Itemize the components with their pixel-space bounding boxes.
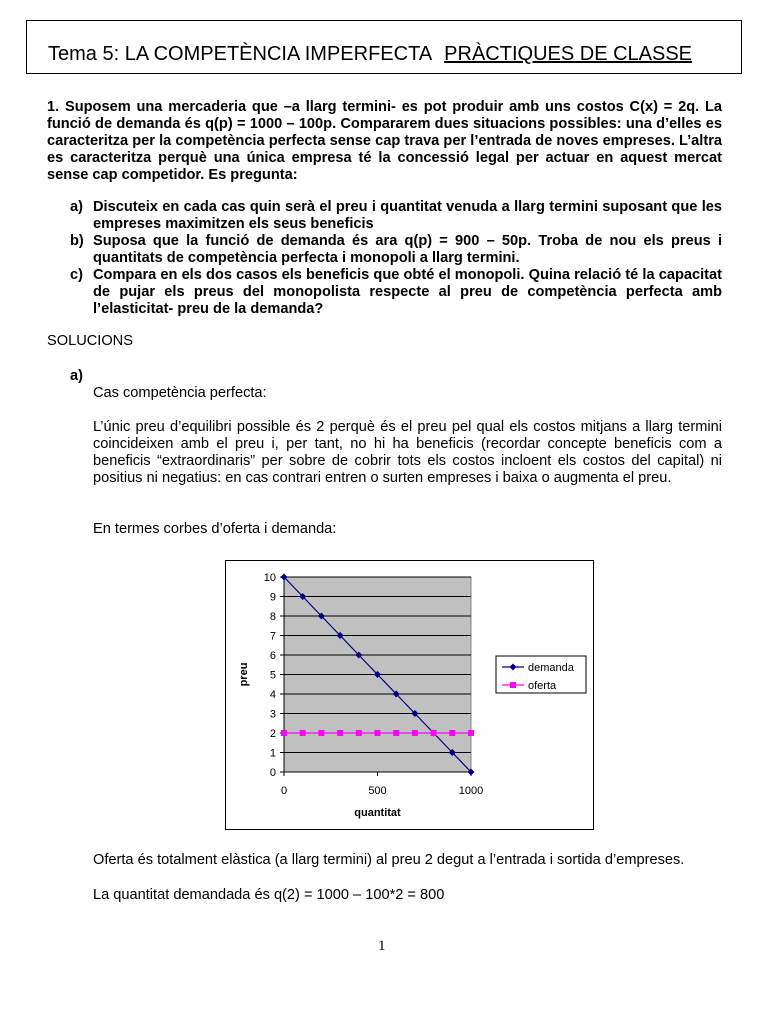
question-c — [70, 267, 722, 318]
y-tick-label: 10 — [263, 572, 276, 584]
data-point-oferta — [375, 730, 381, 736]
solution-a-label: a) — [70, 368, 83, 384]
legend-label-demanda: demanda — [528, 662, 574, 674]
y-tick-label: 2 — [269, 728, 276, 740]
item-text: Compara en els dos casos els beneficis que obté el monopoli. Quina relació té la capacitat de pujar els preus del monopolista respecte al preu de competència perfecta amb l’elasticitat- preu de la demanda? — [93, 267, 722, 317]
question-b — [70, 233, 722, 267]
x-tick-label: 500 — [368, 785, 387, 797]
x-tick-label: 1000 — [458, 785, 484, 797]
legend-label-oferta: oferta — [528, 680, 557, 692]
paragraph-curves: En termes corbes d’oferta i demanda: — [93, 521, 337, 537]
item-text: Suposa que la funció de demanda és ara q(p) = 900 – 50p. Troba de nou els preus i quantitats de competència perfecta i monopoli a llarg termini. — [93, 233, 722, 266]
item-label: a) — [70, 199, 83, 215]
x-tick-label: 0 — [280, 785, 288, 797]
legend-marker-oferta — [510, 682, 516, 688]
y-tick-label: 5 — [269, 669, 276, 682]
data-point-oferta — [281, 730, 287, 736]
title-text: Tema 5: LA COMPETÈNCIA IMPERFECTA — [48, 43, 433, 65]
item-label: b) — [70, 233, 84, 249]
page-title — [48, 43, 692, 66]
y-tick-label: 7 — [269, 630, 276, 643]
data-point-oferta — [337, 730, 343, 736]
supply-demand-chart — [226, 561, 593, 829]
y-tick-label: 3 — [269, 708, 276, 721]
x-axis-label: quantitat — [354, 807, 401, 819]
y-tick-label: 4 — [269, 689, 276, 701]
item-label: c) — [70, 267, 83, 283]
problem-statement: 1. Suposem una mercaderia que –a llarg termini- es pot produir amb uns costos C(x) = 2q. La funció de demanda és q(p) = 1000 – 100p. Compararem dues situacions possibles: una d’elles es caracteritza per la competència perfecta sense cap trava per l’entrada de noves empreses. L’altra es caracteritza perquè una única empresa té la concessió legal per actuar en aquest mercat sense cap competidor. Es pregunta: — [47, 99, 722, 183]
chart-frame — [225, 560, 594, 830]
y-tick-label: 0 — [269, 767, 276, 779]
item-text: Discuteix en cada cas quin serà el preu i quantitat venuda a llarg termini suposant que les empreses maximitzen els seus beneficis — [93, 199, 722, 232]
data-point-oferta — [431, 730, 437, 736]
data-point-oferta — [412, 730, 418, 736]
y-tick-label: 9 — [269, 591, 276, 604]
solutions-heading: SOLUCIONS — [47, 333, 133, 349]
title-subtitle: PRÀCTIQUES DE CLASSE — [444, 43, 693, 65]
case-heading: Cas competència perfecta: — [93, 385, 267, 401]
paragraph-equilibrium: L’únic preu d’equilibri possible és 2 perquè és el preu pel qual els costos mitjans a llarg termini coincideixen amb el preu i, per tant, no hi ha beneficis (recordar concepte beneficis com a beneficis “extraordinaris” per sobre de cobrir tots els costos incloent els costos del capital) ni positius ni negatius: en cas contrari entren o surten empreses i baixa o augmenta el preu. — [93, 419, 722, 486]
y-tick-label: 6 — [269, 650, 276, 662]
page-number: 1 — [378, 938, 386, 954]
paragraph-quantity: La quantitat demandada és q(2) = 1000 – 100*2 = 800 — [93, 887, 445, 903]
data-point-oferta — [356, 730, 362, 736]
y-tick-label: 1 — [269, 747, 276, 760]
y-axis-label: preu — [238, 662, 250, 687]
data-point-oferta — [318, 730, 324, 736]
y-tick-label: 8 — [269, 611, 276, 623]
question-a — [70, 199, 722, 233]
data-point-oferta — [393, 730, 399, 736]
data-point-oferta — [468, 730, 474, 736]
data-point-oferta — [300, 730, 306, 736]
paragraph-supply: Oferta és totalment elàstica (a llarg termini) al preu 2 degut a l’entrada i sortida d’empreses. — [93, 852, 685, 868]
data-point-oferta — [449, 730, 455, 736]
